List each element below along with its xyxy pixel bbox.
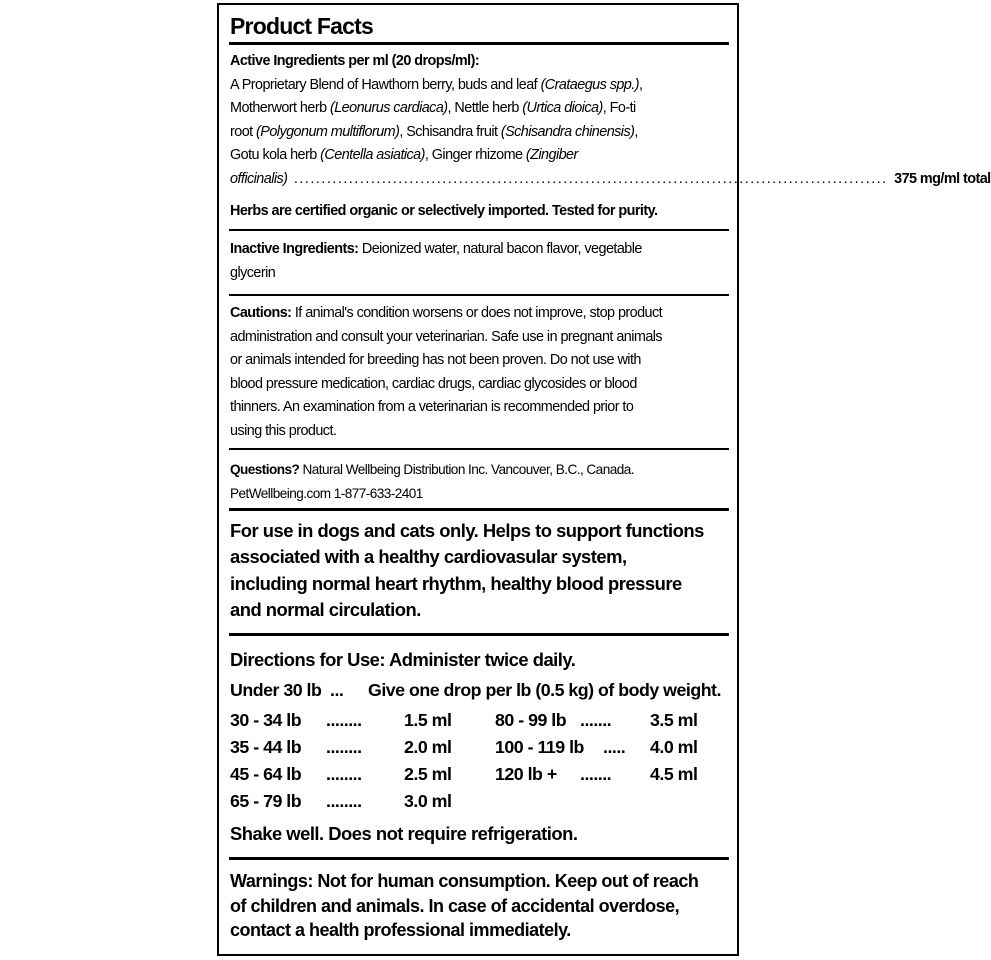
dose-dots: ........	[326, 791, 362, 811]
inactive-ingredients-section	[230, 238, 730, 285]
warnings-section	[230, 869, 730, 943]
questions-text: Natural Wellbeing Distribution Inc. Vancouver, B.C., Canada.	[299, 462, 634, 477]
dose-weight: 100 - 119 lb	[495, 737, 584, 757]
dose-weight: 120 lb +	[495, 764, 557, 784]
title-rule	[229, 42, 729, 45]
dose-weight: 80 - 99 lb	[495, 710, 567, 730]
inactive-label: Inactive Ingredients:	[230, 241, 359, 257]
warnings-line: of children and animals. In case of accidental overdose,	[230, 895, 680, 916]
use-line: and normal circulation.	[230, 598, 421, 620]
shake-statement: Shake well. Does not require refrigeration.	[230, 823, 578, 844]
cautions-line: blood pressure medication, cardiac drugs, cardiac glycosides or blood	[230, 375, 637, 392]
divider-rule-thick	[229, 508, 729, 511]
dose-dots: .......	[580, 764, 612, 784]
divider-rule	[229, 229, 729, 231]
ingredient-total: 375 mg/ml total	[894, 170, 991, 187]
cautions-section	[230, 302, 730, 443]
dot-leader: ............................................................................................................	[293, 170, 888, 187]
active-ingredients-section	[230, 50, 991, 191]
cautions-label: Cautions:	[230, 305, 292, 321]
dose-weight: 45 - 64 lb	[230, 764, 302, 784]
divider-rule	[229, 448, 729, 450]
under-weight: Under 30 lb	[230, 680, 322, 700]
divider-rule-thick	[229, 857, 729, 860]
under-text: Give one drop per lb (0.5 kg) of body weight.	[368, 680, 721, 700]
ingredient-last-line-start: officinalis)	[230, 170, 288, 187]
ingredient-line: A Proprietary Blend of Hawthorn berry, buds and leaf (Crataegus spp.),	[230, 76, 643, 93]
warnings-label: Warnings:	[230, 871, 313, 891]
dose-weight: 30 - 34 lb	[230, 710, 302, 730]
cautions-text: If animal's condition worsens or does not improve, stop product	[291, 305, 663, 321]
dose-weight: 65 - 79 lb	[230, 791, 302, 811]
ingredient-line: root (Polygonum multiflorum), Schisandra fruit (Schisandra chinensis),	[230, 123, 638, 140]
cautions-line: thinners. An examination from a veterinarian is recommended prior to	[230, 399, 634, 415]
inactive-text: Deionized water, natural bacon flavor, vegetable	[358, 241, 642, 257]
cautions-line: or animals intended for breeding has not been proven. Do not use with	[230, 352, 641, 368]
warnings-line: contact a health professional immediately.	[230, 920, 571, 940]
divider-rule-thick	[229, 633, 729, 636]
questions-section	[230, 458, 730, 506]
ingredient-line: Gotu kola herb (Centella asiatica), Ginger rhizome (Zingiber	[230, 147, 578, 163]
dose-amount: 4.5 ml	[650, 764, 698, 784]
use-statement	[230, 518, 730, 623]
questions-label: Questions?	[230, 462, 300, 477]
ingredient-line: Motherwort herb (Leonurus cardiaca), Nettle herb (Urtica dioica), Fo-ti	[230, 100, 636, 116]
product-facts-title: Product Facts	[230, 13, 373, 39]
certified-statement: Herbs are certified organic or selectively imported. Tested for purity.	[230, 203, 658, 219]
dose-dots: ........	[326, 710, 362, 730]
use-line: associated with a healthy cardiovasular system,	[230, 546, 627, 568]
use-line: including normal heart rhythm, healthy blood pressure	[230, 572, 682, 594]
dose-amount: 3.0 ml	[404, 791, 452, 811]
dose-dots: ........	[326, 737, 362, 757]
dose-amount: 2.0 ml	[404, 737, 452, 757]
dose-weight: 35 - 44 lb	[230, 737, 302, 757]
dose-amount: 3.5 ml	[650, 710, 698, 730]
under-dots: ...	[330, 680, 344, 700]
divider-rule	[229, 294, 729, 296]
use-line: For use in dogs and cats only. Helps to support functions	[230, 520, 704, 541]
active-ingredients-heading: Active Ingredients per ml (20 drops/ml):	[230, 53, 480, 69]
dose-amount: 2.5 ml	[404, 764, 452, 784]
contact-line: PetWellbeing.com 1-877-633-2401	[230, 486, 423, 501]
dose-dots: .......	[580, 710, 612, 730]
inactive-text-line2: glycerin	[230, 264, 276, 281]
directions-heading: Directions for Use: Administer twice daily.	[230, 649, 576, 670]
dose-dots: .....	[603, 737, 626, 757]
ingredient-total-line	[230, 168, 991, 192]
warnings-text: Not for human consumption. Keep out of reach	[312, 871, 699, 891]
dose-amount: 4.0 ml	[650, 737, 698, 757]
cautions-line: administration and consult your veterinarian. Safe use in pregnant animals	[230, 328, 663, 345]
dose-amount: 1.5 ml	[404, 710, 452, 730]
cautions-line: using this product.	[230, 422, 337, 439]
dose-dots: ........	[326, 764, 362, 784]
